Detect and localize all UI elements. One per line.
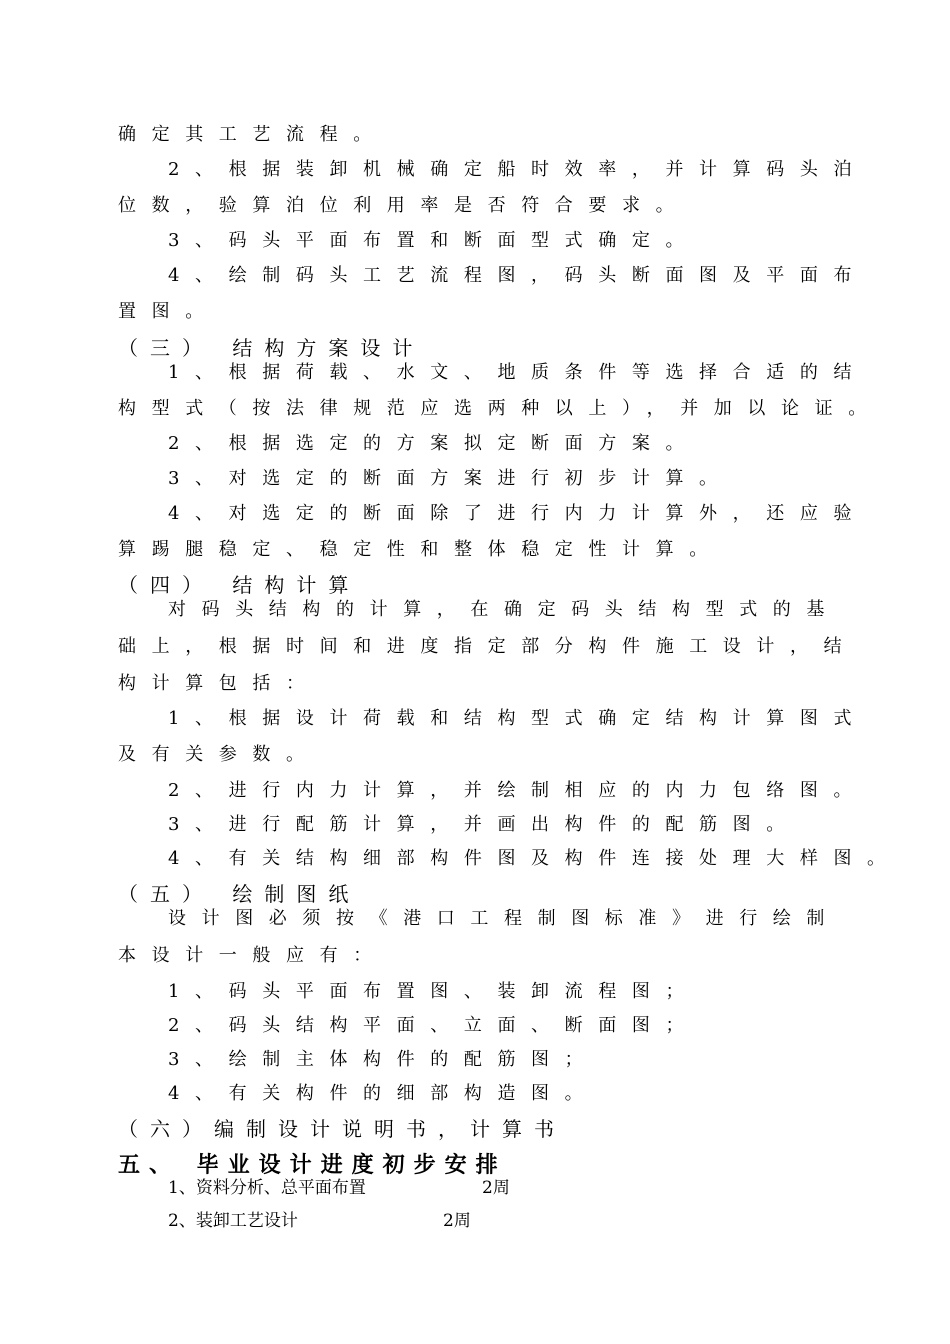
section-heading-5: （五） 绘制图纸 [118,882,361,906]
text-line: 位数，验算泊位利用率是否符合要求。 [118,195,690,216]
section-heading-4: （四） 结构计算 [118,573,361,597]
schedule-task: 1、资料分析、总平面布置 [168,1178,366,1198]
text-line: 2、根据装卸机械确定船时效率，并计算码头泊 [168,159,868,180]
text-line: 2、码头结构平面、立面、断面图； [168,1015,700,1036]
text-line: 1、根据设计荷载和结构型式确定结构计算图式 [168,708,868,729]
text-line: 构型式（按法律规范应选两种以上），并加以论证。 [118,398,882,419]
text-line: 本设计一般应有： [118,945,387,966]
text-line: 及有关参数。 [118,744,320,765]
schedule-weeks: 2周 [482,1178,510,1198]
text-line: 2、根据选定的方案拟定断面方案。 [168,433,700,454]
text-line: 3、绘制主体构件的配筋图； [168,1049,599,1070]
text-line: 4、绘制码头工艺流程图，码头断面图及平面布 [168,265,868,286]
text-line: 4、有关构件的细部构造图。 [168,1083,599,1104]
section-heading-3: （三） 结构方案设计 [118,336,425,360]
text-line: 算踢腿稳定、稳定性和整体稳定性计算。 [118,539,723,560]
schedule-weeks: 2周 [443,1211,471,1231]
text-line: 3、码头平面布置和断面型式确定。 [168,230,700,251]
text-line: 4、对选定的断面除了进行内力计算外，还应验 [168,503,868,524]
text-line: 2、进行内力计算，并绘制相应的内力包络图。 [168,780,868,801]
text-line: 础上，根据时间和进度指定部分构件施工设计，结 [118,636,858,657]
text-line: 1、根据荷载、水文、地质条件等选择合适的结 [168,362,868,383]
schedule-task: 2、装卸工艺设计 [168,1211,298,1231]
text-line: 设计图必须按《港口工程制图标准》进行绘制 [168,908,840,929]
text-line: 3、对选定的断面方案进行初步计算。 [168,468,733,489]
chapter-heading: 五、 毕业设计进度初步安排 [118,1152,507,1178]
text-line: 置图。 [118,301,219,322]
text-line: 构计算包括： [118,673,320,694]
text-line: 1、码头平面布置图、装卸流程图； [168,981,700,1002]
text-line: 4、有关结构细部构件图及构件连接处理大样图。 [168,848,901,869]
text-line: 3、进行配筋计算，并画出构件的配筋图。 [168,814,800,835]
text-line: 对码头结构的计算，在确定码头结构型式的基 [168,599,840,620]
text-line: 确定其工艺流程。 [118,124,387,145]
section-heading-6: （六）编制设计说明书，计算书 [118,1117,566,1141]
